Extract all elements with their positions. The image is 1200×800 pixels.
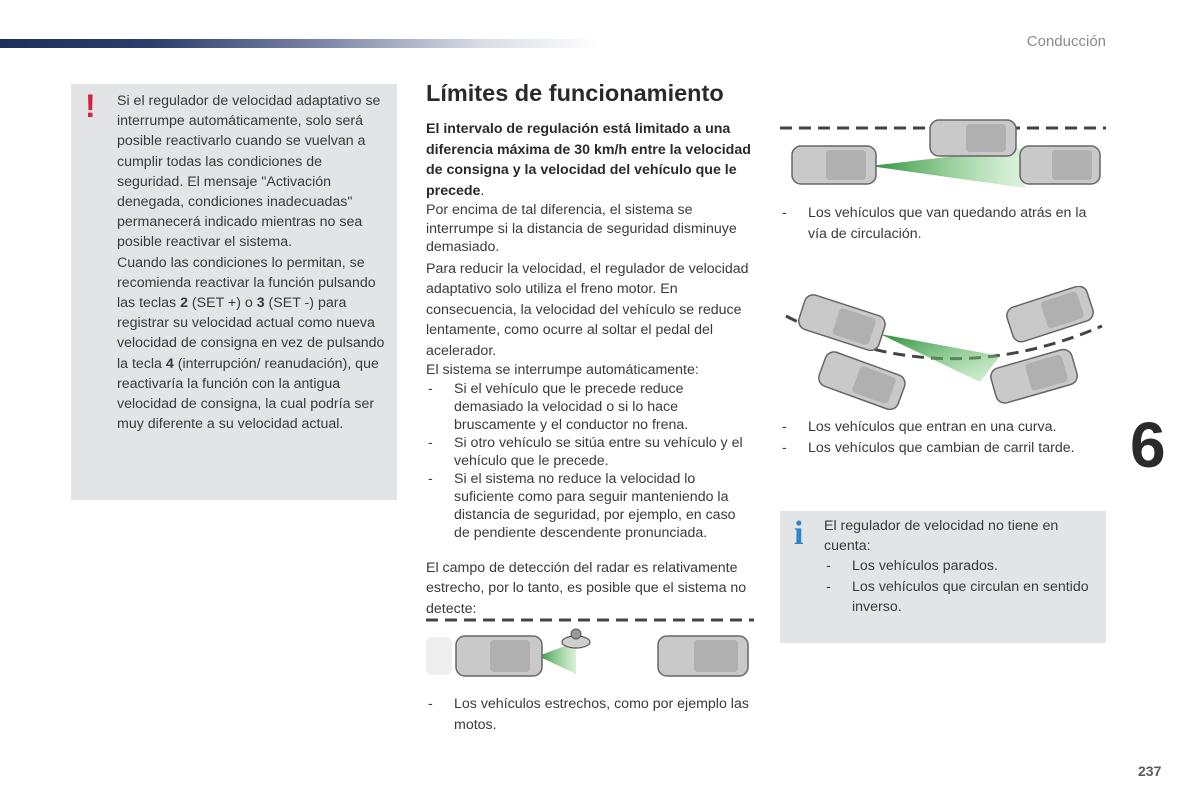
- list-item: - Si el vehículo que le precede reduce demasiado la velocidad o si lo hace bruscamente y el conductor no frena.: [426, 380, 754, 434]
- intro-paragraph: [426, 119, 754, 201]
- header-bar: [0, 39, 600, 48]
- radar-curve-illustration: [780, 286, 1106, 410]
- section-title: Conducción: [1026, 33, 1106, 50]
- warning-box: [71, 84, 397, 500]
- caption-list: [426, 694, 756, 736]
- intro-bold: El intervalo de regulación está limitado a una diferencia máxima de 30 km/h entre la velocidad de consigna y la velocidad del vehículo que le precede: [426, 121, 751, 199]
- vehicle-left-lane: [930, 120, 1016, 156]
- caption-behind: [780, 203, 1106, 245]
- list-item: - Los vehículos que van quedando atrás en la vía de circulación.: [780, 203, 1106, 245]
- caption-moto: [426, 694, 756, 736]
- list-item: - Si otro vehículo se sitúa entre su vehículo y el vehículo que le precede.: [426, 434, 754, 470]
- paragraph: Por encima de tal diferencia, el sistema se interrumpe si la distancia de seguridad disminuye demasiado.: [426, 202, 737, 255]
- warning-text-run: (interrupción/ reanudación), que reactivaría la función con la antigua velocidad de consigna, la cual podría ser muy diferente a su velocidad actual.: [117, 355, 379, 433]
- radar-behind-illustration: [780, 116, 1106, 196]
- own-car: [796, 293, 887, 353]
- own-car: [792, 146, 876, 184]
- vehicle-lane-change: [989, 347, 1080, 405]
- key-3: 3: [256, 295, 265, 312]
- chapter-number: 6: [1130, 409, 1166, 481]
- interruption-list: [426, 380, 754, 542]
- warning-paragraph: [117, 253, 392, 435]
- list-item: - Los vehículos estrechos, como por ejemplo las motos.: [426, 694, 756, 736]
- key-2: 2: [180, 295, 188, 312]
- intro-end: .: [480, 182, 485, 199]
- page-title: Límites de funcionamiento: [426, 80, 724, 106]
- caption-list: [780, 203, 1106, 245]
- info-icon: i: [794, 515, 804, 552]
- caption-list: [780, 417, 1106, 459]
- page-number: 237: [1138, 763, 1162, 779]
- main-column: [426, 80, 754, 619]
- list-item: - Los vehículos parados.: [824, 556, 1099, 576]
- vehicle-ahead: [658, 636, 748, 676]
- vehicle-ahead: [1020, 146, 1100, 184]
- info-paragraph: El regulador de velocidad no tiene en cuenta:: [824, 518, 1059, 555]
- info-list: [824, 556, 1099, 617]
- warning-paragraph: Si el regulador de velocidad adaptativo se interrumpe automáticamente, solo será posible reactivarlo cuando se vuelvan a cumplir todas las condiciones de seguridad. El mensaje "Activación denegada, condiciones inadecuadas" permanecerá indicado mientras no sea posible reactivar el sistema.: [117, 93, 381, 251]
- exclamation-icon: !: [85, 88, 96, 124]
- list-item: - Los vehículos que cambian de carril tarde.: [780, 438, 1106, 459]
- warning-text: [117, 91, 392, 434]
- caption-curve: [780, 417, 1106, 459]
- warning-text-run: (SET +) o: [187, 295, 257, 312]
- own-car: [426, 636, 542, 676]
- paragraph: Para reducir la velocidad, el regulador de velocidad adaptativo solo utiliza el freno motor. En consecuencia, la velocidad del vehículo se reduce lentamente, como ocurre al soltar el pedal del acelerador.: [426, 260, 749, 359]
- motorcycle: [562, 629, 590, 648]
- key-4: 4: [165, 355, 174, 372]
- paragraph: El sistema se interrumpe automáticamente:: [426, 362, 699, 378]
- list-item: - Los vehículos que circulan en sentido inverso.: [824, 577, 1099, 617]
- info-text: [824, 516, 1099, 617]
- radar-moto-illustration: [426, 612, 754, 688]
- paragraph: El campo de detección del radar es relativamente estrecho, por lo tanto, es posible que el sistema no detecte:: [426, 559, 747, 617]
- info-box: [780, 511, 1106, 643]
- list-item: - Si el sistema no reduce la velocidad lo suficiente como para seguir manteniendo la distancia de seguridad, por ejemplo, en caso de pendiente descendente pronunciada.: [426, 470, 754, 542]
- warning-text-run: Cuando las condiciones lo permitan, se recomienda reactivar la función pulsando las teclas: [117, 254, 376, 312]
- warning-text-run: (SET -) para registrar su velocidad actual como nueva velocidad de consigna en vez de pulsando la tecla: [117, 295, 385, 372]
- vehicle-curve: [816, 349, 907, 410]
- list-item: - Los vehículos que entran en una curva.: [780, 417, 1106, 438]
